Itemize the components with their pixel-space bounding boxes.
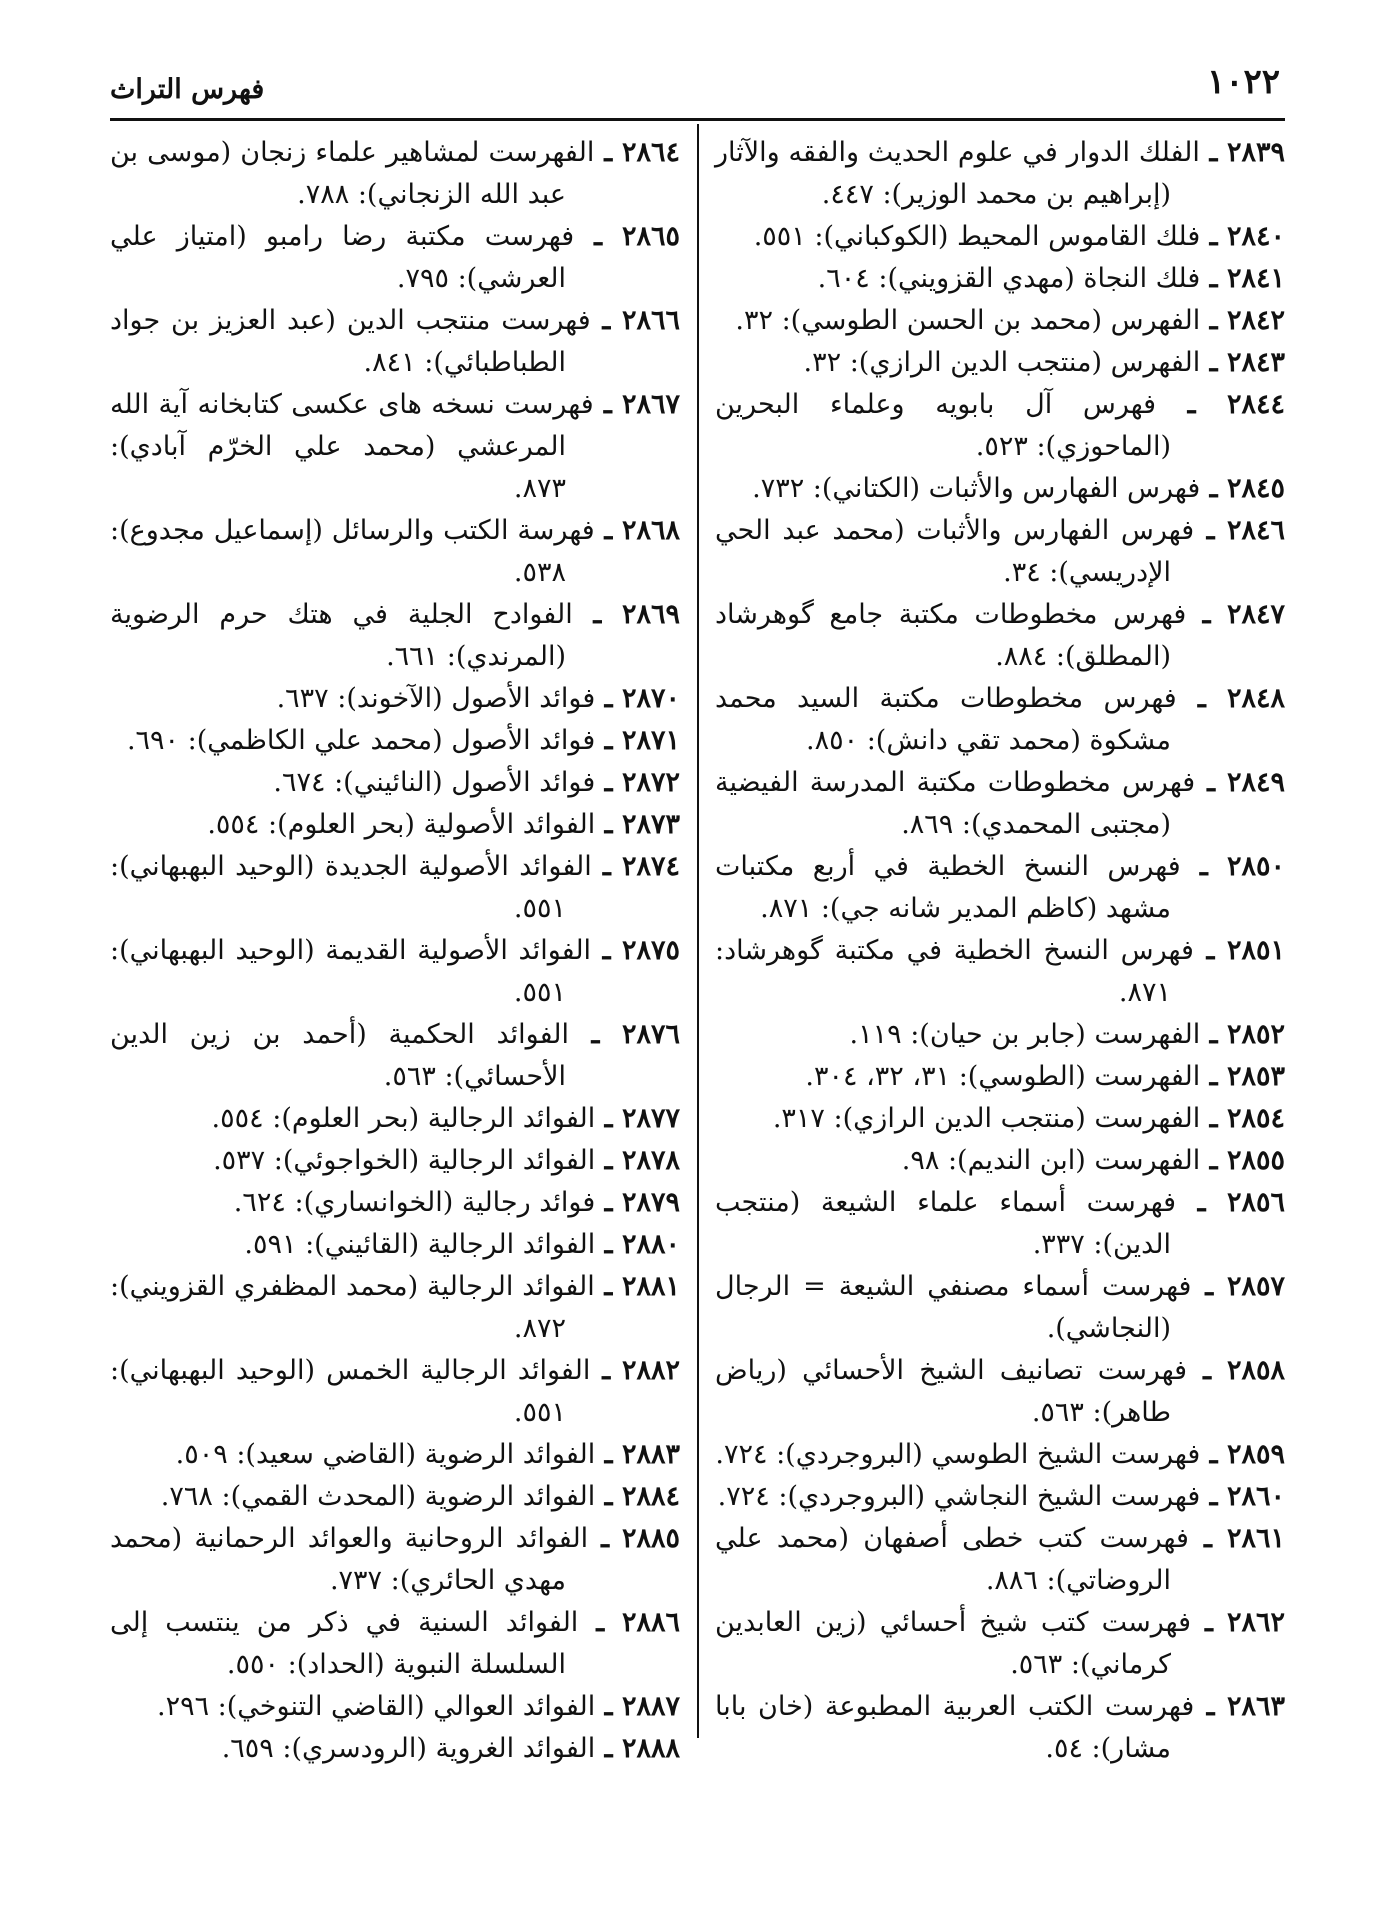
entry-separator: ـ <box>595 1103 622 1134</box>
entry-text: الفوائد الرجالية (القائيني): ٥٩١. <box>244 1229 596 1260</box>
entry-separator: ـ <box>594 1271 622 1302</box>
entry-number: ٢٨٨٤ <box>621 1481 680 1512</box>
index-entry <box>715 1140 1285 1182</box>
index-entry <box>715 342 1285 384</box>
index-entry <box>110 1350 680 1434</box>
index-entry <box>110 1182 680 1224</box>
entry-text: الفهرست (ابن النديم): ٩٨. <box>901 1145 1201 1176</box>
entry-separator: ـ <box>1156 389 1227 420</box>
entry-number: ٢٨٤٥ <box>1226 473 1285 504</box>
entry-text: فوائد الأصول (النائيني): ٦٧٤. <box>273 767 596 798</box>
index-entry <box>110 1266 680 1350</box>
entry-number: ٢٨٥٢ <box>1226 1019 1285 1050</box>
index-entry <box>110 1098 680 1140</box>
index-entry <box>110 930 680 1014</box>
index-entry <box>110 1602 680 1686</box>
entry-text: فهرست كتب خطى أصفهان (محمد علي الروضاتي): ٨٨٦. <box>715 1523 1189 1596</box>
entry-separator: ـ <box>594 515 622 546</box>
index-entry <box>110 762 680 804</box>
entry-text: الفوائد الرجالية الخمس (الوحيد البهبهاني): ٥٥١. <box>110 1355 591 1428</box>
right-column <box>715 132 1285 1770</box>
index-entry <box>715 930 1285 1014</box>
index-entry <box>715 384 1285 468</box>
index-entry <box>715 258 1285 300</box>
entry-separator: ـ <box>595 1229 622 1260</box>
entry-separator: ـ <box>595 809 622 840</box>
entry-text: فهرست الشيخ النجاشي (البروجردي): ٧٢٤. <box>717 1481 1201 1512</box>
entry-separator: ـ <box>1194 515 1227 546</box>
index-entry <box>110 1518 680 1602</box>
entry-number: ٢٨٥٦ <box>1226 1187 1285 1218</box>
entry-separator: ـ <box>594 137 622 168</box>
entry-separator: ـ <box>1186 599 1227 630</box>
index-entry <box>715 846 1285 930</box>
entry-number: ٢٨٦١ <box>1226 1523 1285 1554</box>
entry-text: فهرس مخطوطات مكتبة السيد محمد مشكوة (محمد تقي دانش): ٨٥٠. <box>715 683 1177 756</box>
entry-number: ٢٨٦٨ <box>622 515 681 546</box>
entry-separator: ـ <box>595 1733 622 1764</box>
entry-number: ٢٨٧١ <box>621 725 680 756</box>
entry-text: الفوائد الروحانية والعوائد الرحمانية (محمد مهدي الحائري): ٧٣٧. <box>110 1523 589 1596</box>
index-entry <box>110 1476 680 1518</box>
entry-separator: ـ <box>588 1523 622 1554</box>
entry-separator: ـ <box>1200 347 1227 378</box>
entry-text: الفوائد الأصولية (بحر العلوم): ٥٥٤. <box>207 809 596 840</box>
entry-separator: ـ <box>1200 473 1227 504</box>
index-entry <box>715 510 1285 594</box>
entry-separator: ـ <box>595 1481 622 1512</box>
index-entry <box>715 1350 1285 1434</box>
entry-separator: ـ <box>1200 1145 1227 1176</box>
entry-separator: ـ <box>569 1019 622 1050</box>
entry-number: ٢٨٥٣ <box>1226 1061 1285 1092</box>
page-number: ١٠٢٢ <box>1206 62 1280 102</box>
entry-number: ٢٨٧٣ <box>621 809 680 840</box>
entry-number: ٢٨٦٤ <box>621 137 680 168</box>
entry-number: ٢٨٨٠ <box>621 1229 680 1260</box>
entry-text: الفوائد الأصولية القديمة (الوحيد البهبهاني): ٥٥١. <box>110 935 592 1008</box>
entry-separator: ـ <box>1200 1103 1227 1134</box>
index-entry <box>715 1182 1285 1266</box>
entry-text: فهرست الشيخ الطوسي (البروجردي): ٧٢٤. <box>715 1439 1201 1470</box>
entry-text: فهرس مخطوطات مكتبة جامع گوهرشاد (المطلق): ٨٨٤. <box>715 599 1187 672</box>
entry-number: ٢٨٨٣ <box>621 1439 680 1470</box>
index-entry <box>110 1728 680 1770</box>
entry-number: ٢٨٦٣ <box>1226 1691 1285 1722</box>
entry-text: الفوادح الجلية في هتك حرم الرضوية (المرندي): ٦٦١. <box>110 599 573 672</box>
entry-separator: ـ <box>1200 263 1227 294</box>
entry-text: فوائد الأصول (الآخوند): ٦٣٧. <box>276 683 596 714</box>
entry-text: الفوائد الغروية (الرودسري): ٦٥٩. <box>221 1733 596 1764</box>
entry-number: ٢٨٧٤ <box>621 851 680 882</box>
entry-number: ٢٨٤٢ <box>1226 305 1285 336</box>
entry-text: الفوائد الأصولية الجديدة (الوحيد البهبهاني): ٥٥١. <box>110 851 592 924</box>
entry-number: ٢٨٦٩ <box>622 599 681 630</box>
index-entry <box>715 300 1285 342</box>
entry-number: ٢٨٧٠ <box>621 683 680 714</box>
header-rule <box>110 118 1285 121</box>
entry-separator: ـ <box>1191 1607 1227 1638</box>
entry-text: فهرسة الكتب والرسائل (إسماعيل مجدوع): ٥٣٨. <box>110 515 595 588</box>
entry-separator: ـ <box>1195 767 1227 798</box>
running-title: فهرس التراث <box>110 74 265 105</box>
index-entry <box>110 1224 680 1266</box>
index-entry <box>110 720 680 762</box>
entry-number: ٢٨٤٤ <box>1226 389 1285 420</box>
index-entry <box>110 1434 680 1476</box>
entry-number: ٢٨٨٧ <box>621 1691 680 1722</box>
entry-number: ٢٨٦٦ <box>621 305 680 336</box>
entry-text: الفوائد السنية في ذكر من ينتسب إلى السلسلة النبوية (الحداد): ٥٥٠. <box>110 1607 579 1680</box>
entry-text: الفوائد الرجالية (محمد المظفري القزويني): ٨٧٢. <box>110 1271 595 1344</box>
entry-separator: ـ <box>595 1691 622 1722</box>
index-entry <box>110 510 680 594</box>
entry-number: ٢٨٨٦ <box>621 1607 680 1638</box>
entry-separator: ـ <box>572 599 622 630</box>
entry-separator: ـ <box>1200 1061 1227 1092</box>
entry-number: ٢٨٧٥ <box>621 935 680 966</box>
entry-number: ٢٨٥٧ <box>1227 1271 1286 1302</box>
index-entry <box>715 1476 1285 1518</box>
entry-text: فلك النجاة (مهدي القزويني): ٦٠٤. <box>817 263 1201 294</box>
entry-number: ٢٨٤٨ <box>1226 683 1285 714</box>
index-entry <box>110 678 680 720</box>
index-entry <box>715 468 1285 510</box>
entry-number: ٢٨٦٢ <box>1226 1607 1285 1638</box>
entry-text: الفوائد الرضوية (القاضي سعيد): ٥٠٩. <box>175 1439 596 1470</box>
entry-separator: ـ <box>595 725 622 756</box>
index-entry <box>715 132 1285 216</box>
entry-number: ٢٨٤٣ <box>1226 347 1285 378</box>
entry-separator: ـ <box>574 221 622 252</box>
entry-text: فهرس الفهارس والأثبات (محمد عبد الحي الإدريسي): ٣٤. <box>715 515 1195 588</box>
entry-separator: ـ <box>1200 1019 1227 1050</box>
entry-number: ٢٨٧٩ <box>621 1187 680 1218</box>
entry-separator: ـ <box>1193 935 1227 966</box>
index-entry <box>715 594 1285 678</box>
entry-text: فهرست أسماء مصنفي الشيعة = الرجال (النجاشي). <box>715 1271 1192 1344</box>
entry-number: ٢٨٨٢ <box>621 1355 680 1386</box>
entry-number: ٢٨٤٠ <box>1226 221 1285 252</box>
entry-separator: ـ <box>595 767 622 798</box>
entry-number: ٢٨٦٥ <box>622 221 681 252</box>
entry-number: ٢٨٨٨ <box>621 1733 680 1764</box>
entry-number: ٢٨٤١ <box>1226 263 1285 294</box>
entry-number: ٢٨٣٩ <box>1226 137 1285 168</box>
entry-text: الفهرست (الطوسي): ٣١، ٣٢، ٣٠٤. <box>805 1061 1201 1092</box>
entry-text: فوائد رجالية (الخوانساري): ٦٢٤. <box>233 1187 596 1218</box>
entry-separator: ـ <box>1187 1355 1227 1386</box>
entry-number: ٢٨٥١ <box>1226 935 1285 966</box>
entry-number: ٢٨٤٩ <box>1226 767 1285 798</box>
entry-number: ٢٨٥٤ <box>1226 1103 1285 1134</box>
entry-number: ٢٨٤٦ <box>1226 515 1285 546</box>
entry-separator: ـ <box>1199 137 1227 168</box>
index-entry <box>715 1266 1285 1350</box>
entry-separator: ـ <box>1176 1187 1227 1218</box>
entry-text: فهرست مكتبة رضا رامبو (امتياز علي العرشي): ٧٩٥. <box>110 221 575 294</box>
entry-separator: ـ <box>595 1145 622 1176</box>
entry-separator: ـ <box>595 683 622 714</box>
entry-text: فهرست الكتب العربية المطبوعة (خان بابا مشار): ٥٤. <box>715 1691 1195 1764</box>
index-entry <box>715 1686 1285 1770</box>
index-entry <box>110 594 680 678</box>
entry-separator: ـ <box>578 1607 622 1638</box>
entry-text: الفوائد العوالي (القاضي التنوخي): ٢٩٦. <box>156 1691 596 1722</box>
entry-separator: ـ <box>591 935 622 966</box>
left-column <box>110 132 680 1770</box>
entry-separator: ـ <box>593 389 622 420</box>
index-entry <box>715 1014 1285 1056</box>
entry-number: ٢٨٨١ <box>621 1271 680 1302</box>
entry-number: ٢٨٧٨ <box>621 1145 680 1176</box>
entry-number: ٢٨٥٥ <box>1226 1145 1285 1176</box>
index-entry <box>110 804 680 846</box>
entry-number: ٢٨٤٧ <box>1226 599 1285 630</box>
entry-separator: ـ <box>595 1187 622 1218</box>
entry-text: فهرس النسخ الخطية في أربع مكتبات مشهد (كاظم المدير شانه جي): ٨٧١. <box>715 851 1181 924</box>
entry-separator: ـ <box>1200 1481 1227 1512</box>
entry-separator: ـ <box>591 851 622 882</box>
entry-separator: ـ <box>1180 851 1227 882</box>
entry-text: الفهرست (جابر بن حيان): ١١٩. <box>849 1019 1201 1050</box>
entry-separator: ـ <box>1188 1523 1227 1554</box>
index-entry <box>715 678 1285 762</box>
index-entry <box>715 216 1285 258</box>
entry-number: ٢٨٦٧ <box>621 389 680 420</box>
entry-text: الفهرست لمشاهير علماء زنجان (موسى بن عبد الله الزنجاني): ٧٨٨. <box>110 137 595 210</box>
index-entry <box>110 1140 680 1182</box>
entry-number: ٢٨٧٦ <box>621 1019 680 1050</box>
entry-number: ٢٨٦٠ <box>1226 1481 1285 1512</box>
entry-separator: ـ <box>1200 1439 1227 1470</box>
entry-text: الفهرس (محمد بن الحسن الطوسي): ٣٢. <box>735 305 1201 336</box>
entry-text: فهرس النسخ الخطية في مكتبة گوهرشاد: ٨٧١. <box>715 935 1194 1008</box>
index-entry <box>715 1602 1285 1686</box>
entry-text: الفوائد الرجالية (بحر العلوم): ٥٥٤. <box>211 1103 596 1134</box>
entry-text: الفهرست (منتجب الدين الرازي): ٣١٧. <box>772 1103 1201 1134</box>
entry-text: فلك القاموس المحيط (الكوكباني): ٥٥١. <box>753 221 1201 252</box>
entry-separator: ـ <box>1194 1691 1227 1722</box>
entry-separator: ـ <box>590 305 622 336</box>
index-entry <box>110 132 680 216</box>
index-entry <box>715 1098 1285 1140</box>
column-divider <box>697 124 699 1738</box>
entry-text: فهرست منتجب الدين (عبد العزيز بن جواد الطباطبائي): ٨٤١. <box>110 305 591 378</box>
entry-separator: ـ <box>1191 1271 1227 1302</box>
entry-text: الفوائد الرضوية (المحدث القمي): ٧٦٨. <box>160 1481 596 1512</box>
entry-number: ٢٨٥٠ <box>1226 851 1285 882</box>
entry-separator: ـ <box>595 1439 622 1470</box>
entry-number: ٢٨٥٨ <box>1226 1355 1285 1386</box>
index-entry <box>110 216 680 300</box>
index-entry <box>715 762 1285 846</box>
index-entry <box>110 300 680 384</box>
index-entry <box>715 1056 1285 1098</box>
entry-text: فهرست كتب شيخ أحسائي (زين العابدين كرماني): ٥٦٣. <box>715 1607 1192 1680</box>
entry-text: الفوائد الحكمية (أحمد بن زين الدين الأحسائي): ٥٦٣. <box>110 1019 570 1092</box>
entry-text: الفلك الدوار في علوم الحديث والفقه والآثار (إبراهيم بن محمد الوزير): ٤٤٧. <box>715 137 1200 210</box>
entry-text: الفوائد الرجالية (الخواجوئي): ٥٣٧. <box>213 1145 596 1176</box>
entry-number: ٢٨٧٢ <box>621 767 680 798</box>
entry-text: فهرس الفهارس والأثبات (الكتاني): ٧٣٢. <box>752 473 1201 504</box>
entry-separator: ـ <box>1200 305 1227 336</box>
entry-text: فهرست تصانيف الشيخ الأحسائي (رياض طاهر): ٥٦٣. <box>715 1355 1188 1428</box>
index-entry <box>110 1686 680 1728</box>
index-entry <box>715 1518 1285 1602</box>
entry-number: ٢٨٧٧ <box>621 1103 680 1134</box>
entry-text: فوائد الأصول (محمد علي الكاظمي): ٦٩٠. <box>126 725 596 756</box>
entry-number: ٢٨٨٥ <box>622 1523 681 1554</box>
entry-text: فهرست أسماء علماء الشيعة (منتجب الدين): ٣٣٧. <box>715 1187 1177 1260</box>
entry-text: الفهرس (منتجب الدين الرازي): ٣٢. <box>803 347 1201 378</box>
entry-separator: ـ <box>590 1355 622 1386</box>
entry-text: فهرس آل بابويه وعلماء البحرين (الماحوزي): ٥٢٣. <box>715 389 1171 462</box>
entry-text: فهرست نسخه هاى عكسى كتابخانه آية الله المرعشي (محمد علي الخرّم آبادي): ٨٧٣. <box>110 389 594 504</box>
index-entry <box>715 1434 1285 1476</box>
index-entry <box>110 384 680 510</box>
index-entry <box>110 1014 680 1098</box>
entry-separator: ـ <box>1200 221 1227 252</box>
index-entry <box>110 846 680 930</box>
entry-separator: ـ <box>1176 683 1227 714</box>
entry-text: فهرس مخطوطات مكتبة المدرسة الفيضية (مجتبى المحمدي): ٨٦٩. <box>715 767 1196 840</box>
entry-number: ٢٨٥٩ <box>1226 1439 1285 1470</box>
